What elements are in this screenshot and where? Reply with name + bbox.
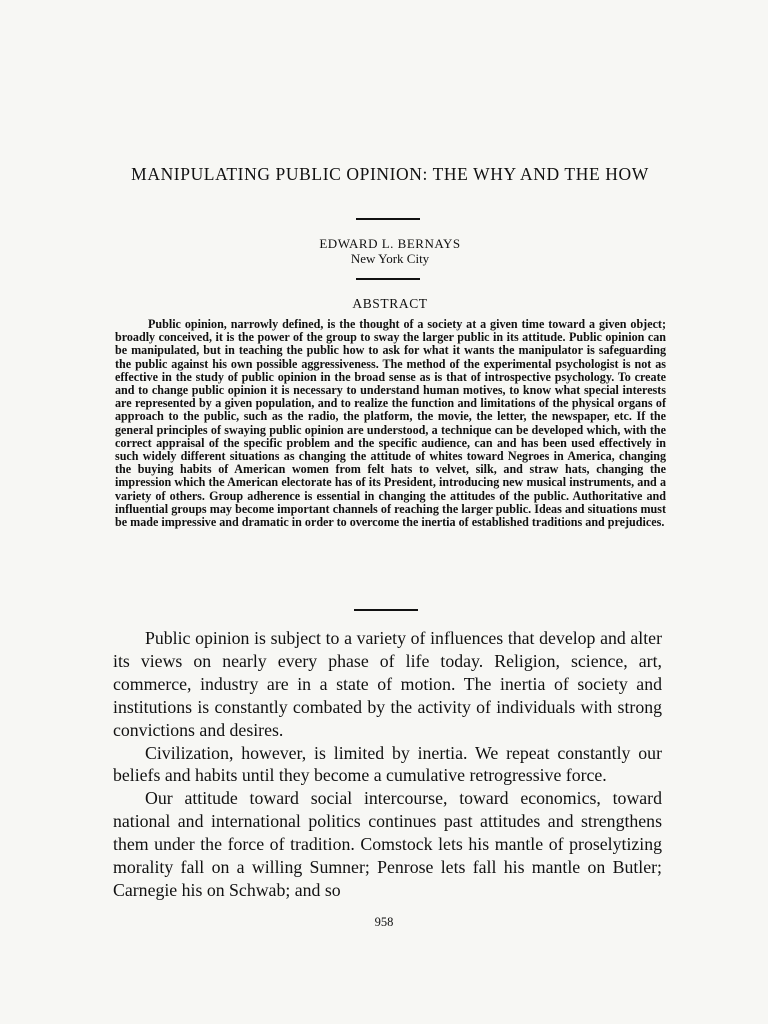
- body-paragraph: Civilization, however, is limited by inertia. We repeat constantly our beliefs and habits until they become a cumulative retrogressive force.: [113, 742, 662, 786]
- body-paragraph: Public opinion is subject to a variety of influences that develop and alter its views on nearly every phase of life today. Religion, science, art, commerce, industry are in a state of motion. The inertia of society and institutions is constantly combated by the activity of individuals with strong convictions and desires.: [113, 628, 662, 740]
- author-name: EDWARD L. BERNAYS: [319, 236, 461, 251]
- author-divider: [356, 278, 420, 280]
- page-number: 958: [374, 915, 394, 929]
- abstract-divider: [354, 609, 418, 611]
- body-paragraph: Our attitude toward social intercourse, toward economics, toward national and international politics continues past attitudes and strengthens them under the force of tradition. Comstock lets his mantle of proselytizing morality fall on a willing Sumner; Penrose lets fall his mantle on Butler; Carnegie his on Schwab; and so: [113, 788, 662, 900]
- abstract-heading: ABSTRACT: [352, 296, 428, 311]
- author-affiliation: New York City: [350, 251, 430, 266]
- body-text: [113, 627, 662, 902]
- title-divider: [356, 218, 420, 220]
- abstract-text: Public opinion, narrowly defined, is the thought of a society at a given time toward a given object; broadly conceived, it is the power of the group to sway the larger public in its attitude. Public opinion can be manipulated, but in teaching the public how to ask for what it wants the manipulator is safeguarding the public against his own possible aggressiveness. The method of the experimental psychologist is not as effective in the study of public opinion in the broad sense as is that of introspective psychology. To create and to change public opinion it is necessary to understand human motives, to know what special interests are represented by a given population, and to realize the function and limitations of the physical organs of approach to the public, such as the radio, the platform, the movie, the letter, the newspaper, etc. If the general principles of swaying public opinion are understood, a technique can be developed which, with the correct appraisal of the specific problem and the specific audience, can and has been used effectively in such widely different situations as changing the attitude of whites toward Negroes in America, changing the buying habits of American women from felt hats to velvet, silk, and straw hats, changing the impression which the American electorate has of its President, introducing new musical instruments, and a variety of others. Group adherence is essential in changing the attitudes of the public. Authoritative and influential groups may become important channels of reaching the larger public. Ideas and situations must be made impressive and dramatic in order to overcome the inertia of established traditions and prejudices.: [115, 317, 666, 530]
- article-title: MANIPULATING PUBLIC OPINION: THE WHY AND THE HOW: [131, 164, 649, 184]
